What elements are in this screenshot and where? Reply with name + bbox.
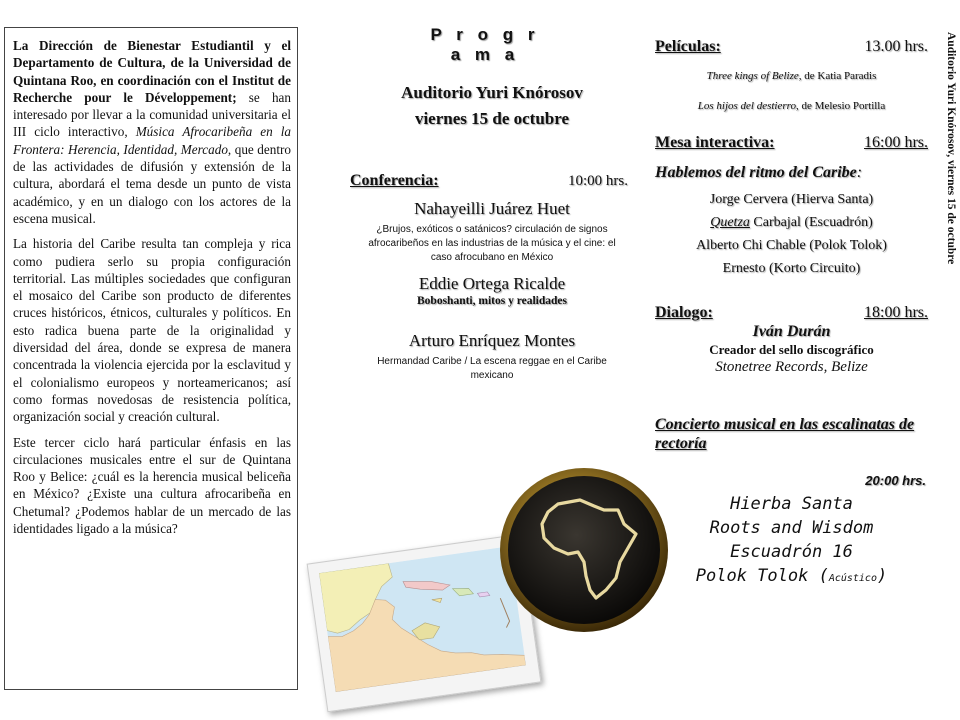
- speaker-2-talk: Boboshanti, mitos y realidades: [417, 295, 567, 307]
- band-2: Roots and Wisdom: [709, 518, 874, 538]
- band-4: [655, 564, 928, 591]
- roundtable-title-text: Hablemos del ritmo del Caribe: [655, 164, 857, 181]
- intro-paragraph-1: [13, 37, 291, 227]
- film-2: [655, 100, 928, 112]
- panelist-2-first-name: Quetza: [710, 215, 750, 230]
- afternoon-program: [655, 38, 928, 591]
- speaker-1-talk: ¿Brujos, exóticos o satánicos? circulación de signos afrocaribeños en las industrias de la música y el cine: el caso afrocubano en México: [368, 224, 616, 263]
- intro-text-b: , que dentro de las actividades de difusión y extensión de la cultura, abordará el tema desde un punto de vista académico, y en un dialogo con los actores de la escena musical.: [13, 141, 291, 226]
- side-caption: [941, 32, 960, 292]
- speaker-3-name: Arturo Enríquez Montes: [408, 331, 576, 350]
- band-4-note: Acústico: [828, 573, 877, 584]
- film-1-title: Three kings of Belize,: [706, 70, 802, 82]
- panelist-1: Jorge Cervera (Hierva Santa): [709, 192, 874, 207]
- venue: Auditorio Yuri Knórosov: [401, 83, 583, 102]
- side-caption-text: Auditorio Yuri Knórosov, viernes 15 de octubre: [945, 32, 957, 265]
- program-column: [350, 25, 634, 383]
- panelist-4: Ernesto (Korto Circuito): [722, 261, 861, 276]
- dialog-label: Dialogo:: [655, 304, 713, 321]
- conference-label: Conferencia:: [350, 172, 439, 189]
- africa-disc-icon: [498, 466, 670, 634]
- caribbean-map-icon: [319, 546, 526, 692]
- film-1-director: de Katia Paradis: [801, 70, 877, 82]
- panelist-3: Alberto Chi Chable (Polok Tolok): [696, 238, 887, 253]
- dialog-guest-label: Stonetree Records, Belize: [715, 359, 868, 375]
- conference-header: [350, 172, 634, 190]
- speaker-1-name: Nahayeilli Juárez Huet: [414, 199, 570, 218]
- concert-title: Concierto musical en las escalinatas de rectoría: [655, 416, 915, 452]
- band-3: Escuadrón 16: [730, 542, 853, 562]
- conference-time: 10:00 hrs.: [568, 173, 628, 189]
- band-4-name: Polok Tolok (: [695, 566, 829, 586]
- film-1: [655, 70, 928, 82]
- cycle-title: Música Afrocaribeña en la Frontera: Herencia, Identidad, Mercado: [13, 124, 291, 157]
- speaker-2-name: Eddie Ortega Ricalde: [418, 274, 566, 293]
- films-header: [655, 38, 928, 56]
- roundtable-title: [655, 164, 928, 182]
- roundtable-header: [655, 134, 928, 152]
- dialog-guest-role: Creador del sello discográfico: [709, 342, 874, 357]
- speaker-3-talk: Hermandad Caribe / La escena reggae en el Caribe mexicano: [377, 356, 607, 381]
- intro-text-box: [4, 27, 298, 690]
- panelist-list: [655, 188, 928, 280]
- panelist-2-rest: Carbajal (Escuadrón): [753, 215, 873, 230]
- intro-text-a: se han interesado por llevar a la comunidad universitaria el III ciclo interactivo,: [13, 89, 291, 140]
- dialog-time: 18:00 hrs.: [864, 304, 928, 321]
- intro-paragraph-3: Este tercer ciclo hará particular énfasis en las circulaciones musicales entre el sur de Quintana Roo y Belice: ¿cuál es la herencia musical beliceña en México? ¿Existe una cultura afrocaribeña en Chetumal? ¿Podemos hablar de un mercado de las identidades ligado a la música?: [13, 434, 291, 537]
- intro-paragraph-2: La historia del Caribe resulta tan compleja y rica como pudiera serlo su propia configuración territorial. Las múltiples sociedades que configuran el mosaico del Caribe son producto de diferentes cruces históricos, étnicos, culturales y políticos. En esto radica buena parte de la originalidad y diversidad del área, donde se expresa de manera concentrada la violencia ejercida por la esclavitud y el colonialismo europeos y norteamericanos; así como formas novedosas de resistencia política, organización social y creación cultural.: [13, 236, 291, 425]
- panelist-2: [655, 211, 928, 234]
- event-date: viernes 15 de octubre: [414, 109, 570, 128]
- films-label: Películas:: [655, 38, 721, 55]
- roundtable-time: 16:00 hrs.: [864, 134, 928, 151]
- film-2-director: de Melesio Portilla: [798, 100, 886, 112]
- band-4-close: ): [876, 566, 888, 586]
- band-list: [655, 492, 928, 591]
- concert-time: 20:00 hrs.: [865, 473, 926, 488]
- roundtable-label: Mesa interactiva:: [655, 134, 775, 151]
- intro-organizers: La Dirección de Bienestar Estudiantil y el Departamento de Cultura, de la Universidad de Quintana Roo, en coordinación con el Institut de Recherche pour le Développement;: [13, 38, 291, 105]
- film-2-title: Los hijos del destierro,: [697, 100, 799, 112]
- program-title: P r o g r a m a: [430, 25, 540, 64]
- band-1: Hierba Santa: [730, 494, 853, 514]
- dialog-guest: Iván Durán: [752, 323, 831, 340]
- roundtable-title-colon: :: [856, 164, 863, 181]
- films-time: 13.00 hrs.: [864, 38, 928, 55]
- dialog-header: [655, 304, 928, 322]
